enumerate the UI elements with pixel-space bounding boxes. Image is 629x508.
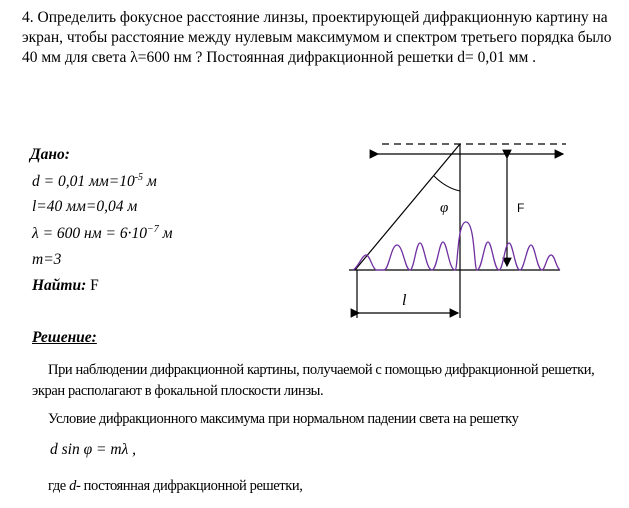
problem-line-3: 40 мм для света λ=600 нм ? Постоянная дифракционной решетки d= 0,01 мм .	[22, 49, 537, 66]
given-d-exponent: -5	[134, 172, 144, 183]
para3-prefix: где	[48, 478, 70, 494]
given-heading: Дано:	[30, 146, 70, 163]
max-condition-formula: d sin φ = mλ ,	[50, 441, 137, 458]
given-lambda-unit: м	[158, 225, 173, 243]
solution-paragraph-3	[48, 478, 302, 495]
intensity-curve	[353, 222, 560, 270]
l-label: l	[402, 292, 407, 309]
phi-label: φ	[440, 200, 449, 216]
given-l: l=40 мм=0,04 м	[32, 198, 138, 215]
para3-var: d	[69, 478, 76, 494]
solution-heading: Решение:	[32, 329, 97, 346]
find-label: Найти:	[32, 277, 87, 294]
given-lambda-exponent: −7	[146, 224, 159, 235]
problem-line-2: экран, чтобы расстояние между нулевым максимумом и спектром третьего порядка было	[22, 29, 612, 46]
given-d-unit: м	[143, 173, 157, 191]
given-m: m=3	[32, 251, 62, 268]
problem-line-1: 4. Определить фокусное расстояние линзы, проектирующей дифракционную картину на	[22, 9, 608, 26]
solution-paragraph-1: При наблюдении дифракционной картины, получаемой с помощью дифракционной решетки, экран располагают в фокальной плоскости линзы.	[32, 362, 595, 399]
solution-paragraph-2: Условие дифракционного максимума при нормальном падении света на решетку	[48, 411, 519, 427]
angle-arc	[434, 176, 460, 191]
para3-suffix: - постоянная дифракционной решетки,	[75, 478, 303, 494]
given-lambda-prefix: λ = 600 нм = 6·10	[32, 225, 147, 243]
find-value: F	[90, 277, 99, 294]
given-d-prefix: d = 0,01 мм=10	[32, 173, 135, 191]
f-label: F	[517, 201, 525, 215]
